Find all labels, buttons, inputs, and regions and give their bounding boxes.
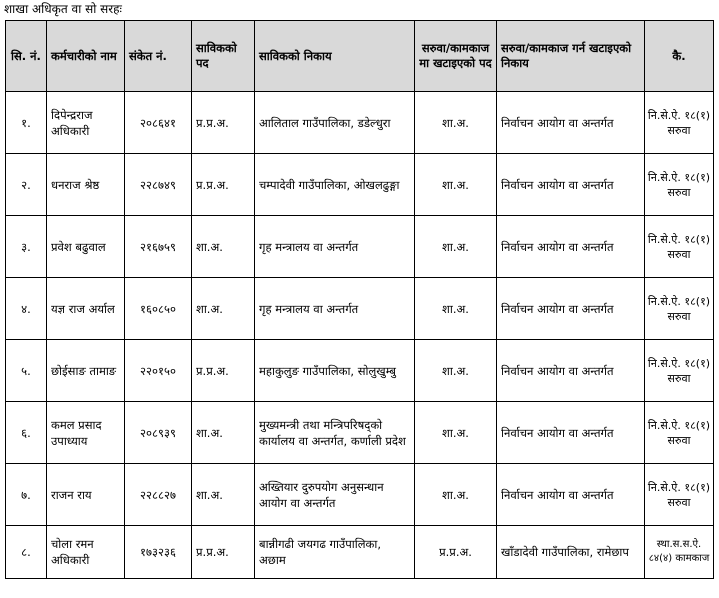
cell-prev-office: महाकुलुङ गाउँपालिका, सोलुखुम्बु: [255, 340, 415, 402]
cell-code: २२८७४९: [125, 154, 192, 216]
header-name: कर्मचारीको नाम: [47, 21, 125, 92]
header-prev-post: साविकको पद: [192, 21, 255, 92]
cell-name: धनराज श्रेष्ठ: [47, 154, 125, 216]
cell-name: प्रवेश बढुवाल: [47, 216, 125, 278]
header-new-post: सरुवा/कामकाज मा खटाइएको पद: [415, 21, 497, 92]
cell-new-office: निर्वाचन आयोग वा अन्तर्गत: [497, 92, 645, 154]
cell-prev-post: शा.अ.: [192, 402, 255, 464]
cell-sn: १.: [6, 92, 47, 154]
cell-prev-office: बान्नीगढी जयगढ गाउँपालिका, अछाम: [255, 526, 415, 579]
cell-prev-office: अख्तियार दुरुपयोग अनुसन्धान आयोग वा अन्तर्गत: [255, 464, 415, 526]
table-row: [6, 340, 714, 402]
cell-new-post: शा.अ.: [415, 92, 497, 154]
cell-new-post: प्र.प्र.अ.: [415, 526, 497, 579]
table-row: [6, 402, 714, 464]
cell-new-office: निर्वाचन आयोग वा अन्तर्गत: [497, 464, 645, 526]
cell-sn: २.: [6, 154, 47, 216]
cell-name: छोईसाङ तामाङ: [47, 340, 125, 402]
cell-new-post: शा.अ.: [415, 340, 497, 402]
cell-prev-office: गृह मन्त्रालय वा अन्तर्गत: [255, 278, 415, 340]
cell-code: १७३२३६: [125, 526, 192, 579]
cell-prev-post: शा.अ.: [192, 464, 255, 526]
cell-sn: ३.: [6, 216, 47, 278]
cell-name: यज्ञ राज अर्याल: [47, 278, 125, 340]
header-new-office: सरुवा/कामकाज गर्न खटाइएको निकाय: [497, 21, 645, 92]
table-row: [6, 154, 714, 216]
cell-new-office: खाँडादेवी गाउँपालिका, रामेछाप: [497, 526, 645, 579]
table-row: [6, 92, 714, 154]
cell-new-post: शा.अ.: [415, 402, 497, 464]
cell-prev-office: आलिताल गाउँपालिका, डडेल्धुरा: [255, 92, 415, 154]
cell-name: राजन राय: [47, 464, 125, 526]
cell-prev-post: प्र.प्र.अ.: [192, 154, 255, 216]
cell-code: २०८६४१: [125, 92, 192, 154]
cell-code: २०८९३९: [125, 402, 192, 464]
header-sn: सि. नं.: [6, 21, 47, 92]
table-row: [6, 464, 714, 526]
cell-remarks: नि.से.ऐ. १८(१) सरुवा: [645, 154, 714, 216]
cell-new-post: शा.अ.: [415, 216, 497, 278]
cell-code: २२०१५०: [125, 340, 192, 402]
cell-remarks: नि.से.ऐ. १८(१) सरुवा: [645, 92, 714, 154]
table-row: [6, 526, 714, 579]
cell-remarks: नि.से.ऐ. १८(१) सरुवा: [645, 402, 714, 464]
cell-prev-office: मुख्यमन्त्री तथा मन्त्रिपरिषद्को कार्यालय वा अन्तर्गत, कर्णाली प्रदेश: [255, 402, 415, 464]
cell-remarks: स्था.स.स.ऐ. ८४(४) कामकाज: [645, 526, 714, 579]
transfer-table: [5, 20, 714, 579]
section-heading: शाखा अधिकृत वा सो सरहः: [4, 2, 122, 16]
cell-sn: ६.: [6, 402, 47, 464]
cell-prev-post: प्र.प्र.अ.: [192, 526, 255, 579]
header-code: संकेत नं.: [125, 21, 192, 92]
cell-new-office: निर्वाचन आयोग वा अन्तर्गत: [497, 154, 645, 216]
cell-name: दिपेन्द्रराज अधिकारी: [47, 92, 125, 154]
cell-new-office: निर्वाचन आयोग वा अन्तर्गत: [497, 216, 645, 278]
header-row: [6, 21, 714, 92]
cell-new-post: शा.अ.: [415, 464, 497, 526]
cell-remarks: नि.से.ऐ. १८(१) सरुवा: [645, 464, 714, 526]
cell-prev-office: गृह मन्त्रालय वा अन्तर्गत: [255, 216, 415, 278]
cell-remarks: नि.से.ऐ. १८(१) सरुवा: [645, 340, 714, 402]
cell-sn: ५.: [6, 340, 47, 402]
header-remarks: कै.: [645, 21, 714, 92]
table-row: [6, 278, 714, 340]
cell-new-office: निर्वाचन आयोग वा अन्तर्गत: [497, 278, 645, 340]
cell-new-post: शा.अ.: [415, 278, 497, 340]
cell-sn: ८.: [6, 526, 47, 579]
cell-remarks: नि.से.ऐ. १८(१) सरुवा: [645, 216, 714, 278]
cell-name: चोला रमन अधिकारी: [47, 526, 125, 579]
header-prev-office: साविकको निकाय: [255, 21, 415, 92]
cell-prev-post: प्र.प्र.अ.: [192, 92, 255, 154]
cell-prev-office: चम्पादेवी गाउँपालिका, ओखलढुङ्गा: [255, 154, 415, 216]
cell-code: १६०८५०: [125, 278, 192, 340]
cell-remarks: नि.से.ऐ. १८(१) सरुवा: [645, 278, 714, 340]
cell-name: कमल प्रसाद उपाध्याय: [47, 402, 125, 464]
cell-prev-post: शा.अ.: [192, 278, 255, 340]
cell-code: २२८८२७: [125, 464, 192, 526]
cell-sn: ७.: [6, 464, 47, 526]
table-row: [6, 216, 714, 278]
cell-prev-post: प्र.प्र.अ.: [192, 340, 255, 402]
cell-prev-post: शा.अ.: [192, 216, 255, 278]
cell-new-office: निर्वाचन आयोग वा अन्तर्गत: [497, 340, 645, 402]
cell-new-post: शा.अ.: [415, 154, 497, 216]
cell-sn: ४.: [6, 278, 47, 340]
cell-new-office: निर्वाचन आयोग वा अन्तर्गत: [497, 402, 645, 464]
cell-code: २१६७५९: [125, 216, 192, 278]
